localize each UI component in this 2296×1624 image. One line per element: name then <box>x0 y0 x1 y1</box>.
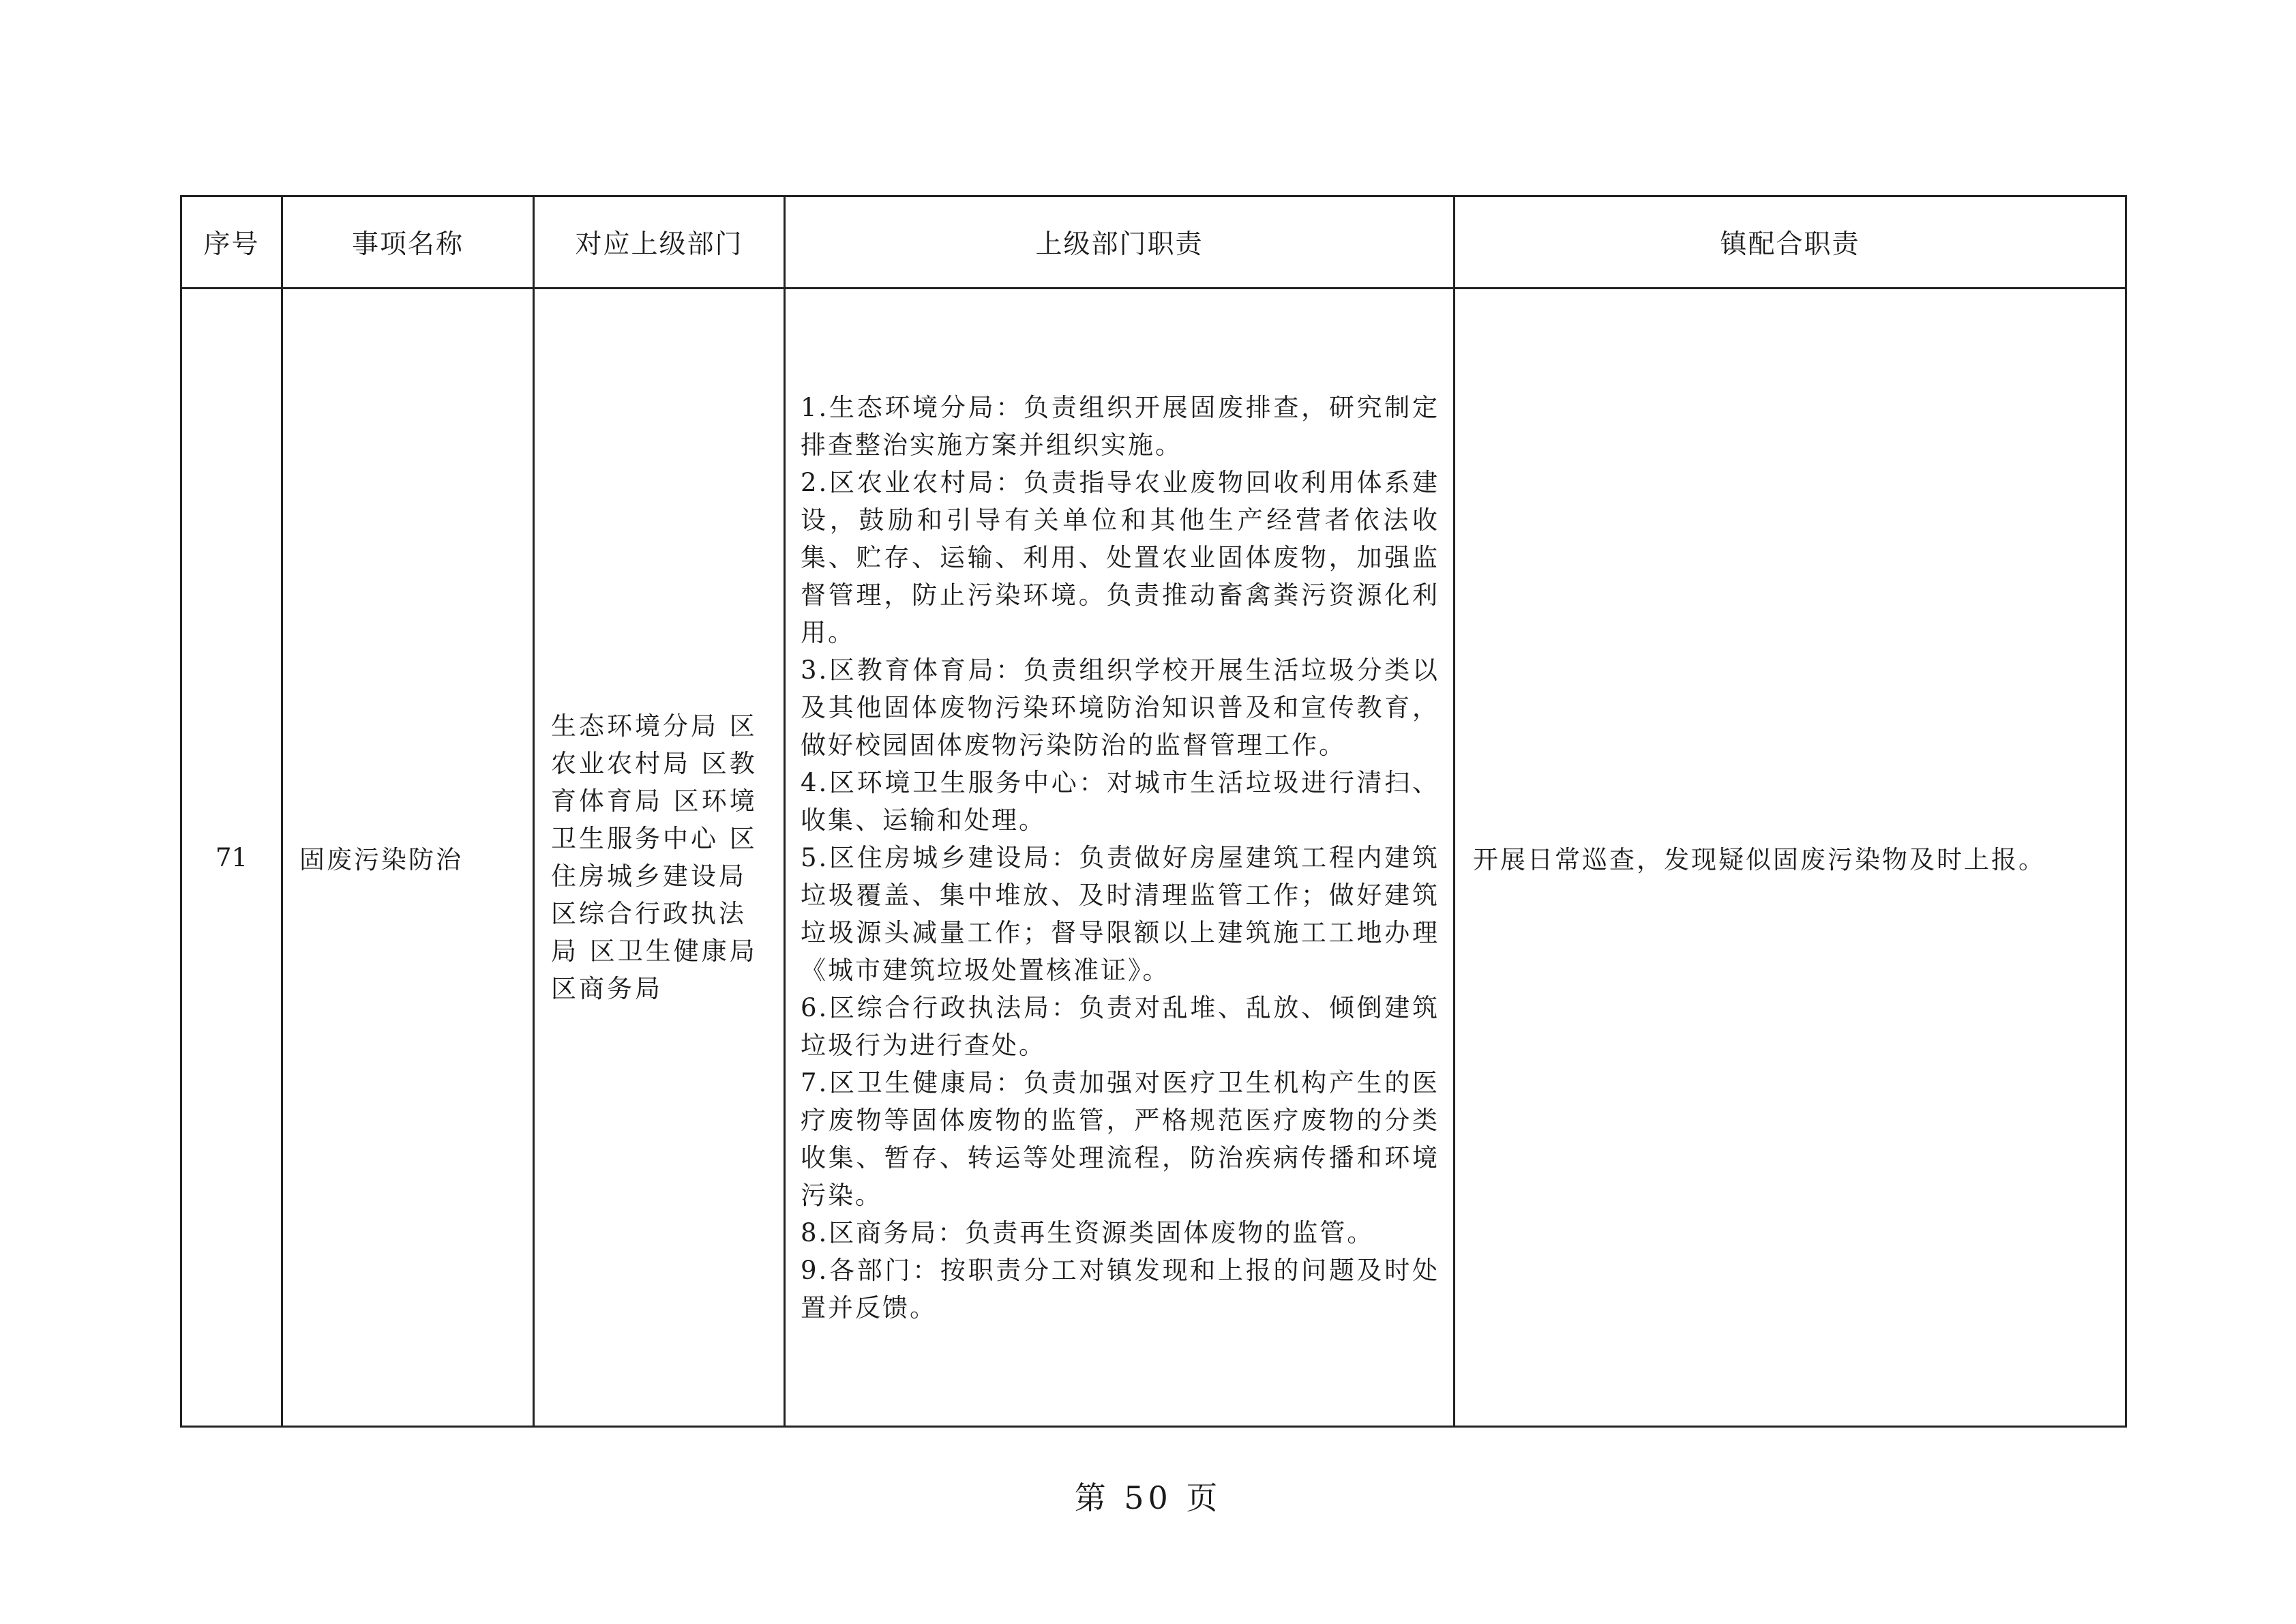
duty-item: 1.生态环境分局：负责组织开展固废排查，研究制定排查整治实施方案并组织实施。 <box>801 392 1440 460</box>
duty-item: 5.区住房城乡建设局：负责做好房屋建筑工程内建筑垃圾覆盖、集中堆放、及时清理监管工作；做好建筑垃圾源头减量工作；督导限额以上建筑施工工地办理《城市建筑垃圾处置核准证》。 <box>801 842 1440 985</box>
row-name: 固废污染防治 <box>299 845 463 874</box>
header-row <box>181 196 2126 289</box>
duty-item: 9.各部门：按职责分工对镇发现和上报的问题及时处置并反馈。 <box>801 1255 1440 1323</box>
row-no-cell <box>181 289 282 1427</box>
row-dept: 生态环境分局 区农业农村局 区教育体育局 区环境卫生服务中心 区住房城乡建设局 区综合行政执法局 区卫生健康局 区商务局 <box>551 711 758 1003</box>
header-name: 事项名称 <box>282 196 534 289</box>
header-town: 镇配合职责 <box>1455 196 2126 289</box>
duty-item: 2.区农业农村局：负责指导农业废物回收利用体系建设，鼓励和引导有关单位和其他生产经营者依法收集、贮存、运输、利用、处置农业固体废物，加强监督管理，防止污染环境。负责推动畜禽粪污资源化利用。 <box>801 467 1440 647</box>
row-duty-cell <box>785 289 1455 1427</box>
row-name-cell <box>282 289 534 1427</box>
table-row <box>181 289 2126 1427</box>
row-town-duty: 开展日常巡查，发现疑似固废污染物及时上报。 <box>1473 845 2046 874</box>
duty-item: 6.区综合行政执法局：负责对乱堆、乱放、倾倒建筑垃圾行为进行查处。 <box>801 992 1440 1060</box>
responsibility-table-container <box>180 195 2125 1428</box>
table-body <box>181 289 2126 1427</box>
header-no: 序号 <box>181 196 282 289</box>
row-dept-cell <box>534 289 785 1427</box>
page-number: 第 50 页 <box>1074 1479 1222 1516</box>
row-town-cell <box>1455 289 2126 1427</box>
duty-item: 7.区卫生健康局：负责加强对医疗卫生机构产生的医疗废物等固体废物的监管，严格规范医疗废物的分类收集、暂存、转运等处理流程，防治疾病传播和环境污染。 <box>801 1067 1440 1210</box>
header-duty: 上级部门职责 <box>785 196 1455 289</box>
row-no: 71 <box>215 842 248 872</box>
duty-item: 4.区环境卫生服务中心：对城市生活垃圾进行清扫、收集、运输和处理。 <box>801 767 1440 835</box>
table-header <box>181 196 2126 289</box>
duty-item: 3.区教育体育局：负责组织学校开展生活垃圾分类以及其他固体废物污染环境防治知识普及和宣传教育，做好校园固体废物污染防治的监督管理工作。 <box>801 655 1440 760</box>
responsibility-table <box>180 195 2127 1428</box>
duty-item: 8.区商务局：负责再生资源类固体废物的监管。 <box>801 1217 1375 1247</box>
header-dept: 对应上级部门 <box>534 196 785 289</box>
